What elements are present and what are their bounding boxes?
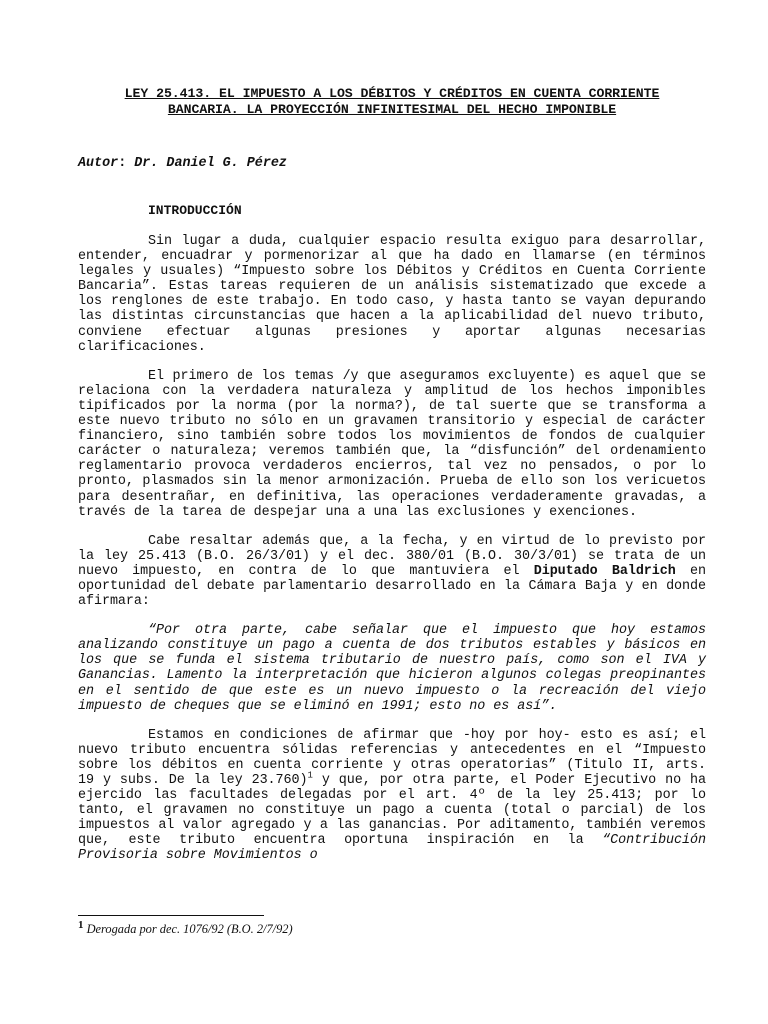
paragraph-2: El primero de los temas /y que aseguramos excluyente) es aquel que se relaciona con la verdadera naturaleza y amplitud de los hechos imponibles tipificados por la norma (por la norma?), de tal suerte que se transforma a este nuevo tributo no sólo en un gravamen transitorio y especial de carácter financiero, sino también sobre todos los movimientos de fondos de cualquier carácter o naturaleza; veremos también que, la “disfunción” del ordenamiento reglamentario provoca verdaderos encierros, tal vez no pensados, o por lo pronto, plasmados sin la menor armonización. Prueba de ello son los vericuetos para desentrañar, en definitiva, las operaciones verdaderamente gravadas, a través de la tarea de despejar una a una las exclusiones y exenciones.: [78, 368, 706, 520]
footnote: [78, 918, 293, 937]
footnote-text: Derogada por dec. 1076/92 (B.O. 2/7/92): [83, 922, 293, 936]
author-separator: :: [118, 156, 127, 171]
section-heading: INTRODUCCIÓN: [148, 203, 242, 218]
paragraph-3-text-a: Cabe resaltar además que, a la fecha, y en virtud de lo previsto por la ley 25.413 (B.O. 26/3/01) y el dec. 380/01 (B.O. 30/3/01) se trata de un nuevo impuesto, en contra de lo que mantuviera el: [78, 533, 706, 579]
paragraph-1: Sin lugar a duda, cualquier espacio resulta exiguo para desarrollar, entender, encuadrar y pormenorizar al que ha dado en llamarse (en términos legales y usuales) “Impuesto sobre los Débitos y Créditos en Cuenta Corriente Bancaria”. Estas tareas requieren de un análisis sistematizado que excede a los renglones de este trabajo. En todo caso, y hasta tanto se vayan depurando las distintas circunstancias que hacen a la aplicabilidad del nuevo tributo, conviene efectuar algunas presiones y aportar algunas necesarias clarificaciones.: [78, 234, 706, 355]
paragraph-3-bold: Diputado Baldrich: [533, 563, 676, 579]
title-line-2: BANCARIA. LA PROYECCIÓN INFINITESIMAL DEL HECHO IMPONIBLE: [167, 102, 617, 117]
paragraph-3-text-b: en oportunidad del debate parlamentario desarrollado en la Cámara Baja y en donde afirmara:: [78, 563, 706, 610]
block-quote: “Por otra parte, cabe señalar que el impuesto que hoy estamos analizando constituye un pago a cuenta de dos tributos estables y básicos en los que se funda el sistema tributario de nuestro país, como son el IVA y Ganancias. Lamento la interpretación que hicieron algunos colegas preopinantes en el sentido de que este es un nuevo impuesto o la recreación del viejo impuesto de cheques que se eliminó en 1991; esto no es así”.: [78, 623, 706, 714]
paragraph-3: [78, 534, 706, 609]
title-line-1: LEY 25.413. EL IMPUESTO A LOS DÉBITOS Y CRÉDITOS EN CUENTA CORRIENTE: [124, 86, 660, 101]
author-name: Dr. Daniel G. Pérez: [126, 156, 287, 171]
paragraph-4-text-b: y que, por otra parte, el Poder Ejecutivo no ha ejercido las facultades delegadas por el art. 4º de la ley 25.413; por lo tanto, el gravamen no constituye un pago a cuenta (total o parcial) de los impuestos al valor agregado y a las ganancias. Por aditamento, también veremos que, este tributo encuentra oportuna inspiración en la: [78, 773, 706, 849]
document-title: [78, 86, 706, 118]
document-page: [78, 86, 706, 864]
author-line: [78, 156, 706, 171]
paragraph-4: [78, 728, 706, 864]
footnote-divider: [78, 915, 264, 916]
footnote-reference: 1: [307, 770, 313, 781]
paragraph-4-text-a: Estamos en condiciones de afirmar que -hoy por hoy- esto es así; el nuevo tributo encuentra sólidas referencias y antecedentes en el “Impuesto sobre los débitos en cuenta corriente y otras operatorias” (Titulo II, arts. 19 y subs. De la ley 23.760): [78, 727, 706, 788]
footnote-mark: 1: [78, 918, 84, 931]
paragraph-4-italic: “Contribución Provisoria sobre Movimientos o: [78, 833, 706, 864]
author-label: Autor: [78, 156, 119, 171]
